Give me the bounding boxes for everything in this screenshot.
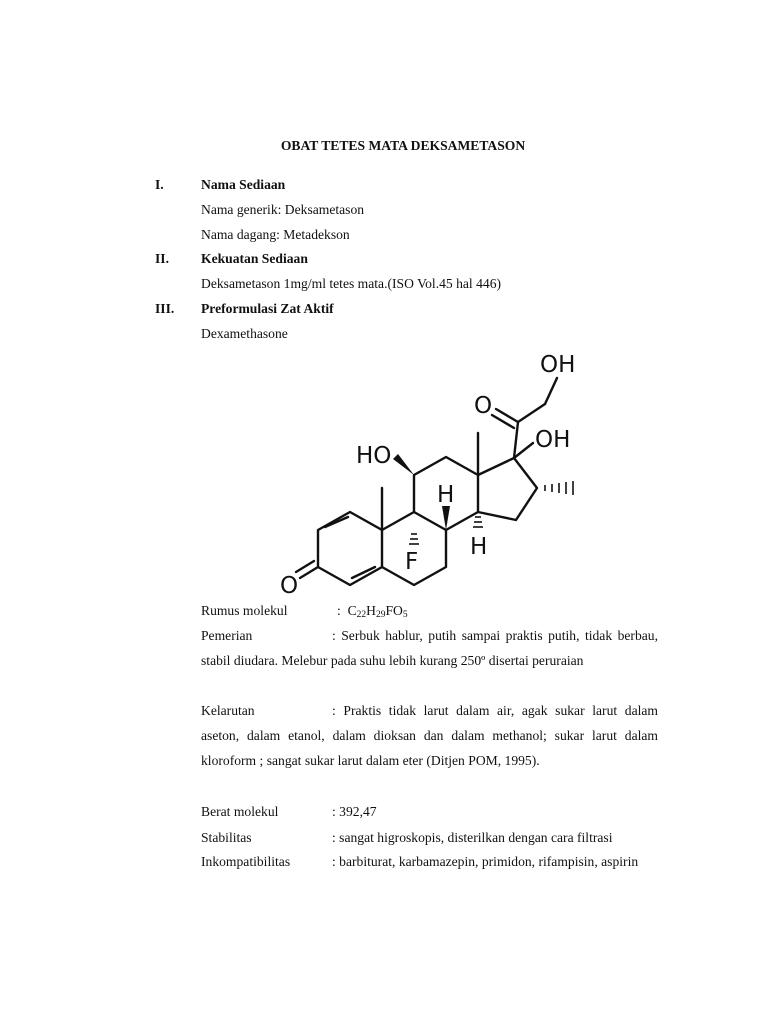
ho-label-11: HO [356, 443, 392, 469]
document-title: OBAT TETES MATA DEKSAMETASON [280, 138, 526, 153]
formula-h: H [366, 603, 376, 618]
strength-line: Deksametason 1mg/ml tetes mata.(ISO Vol.45 hal 446) [201, 276, 502, 291]
kelarutan-row [201, 698, 658, 773]
section-3-heading: Preformulasi Zat Aktif [201, 301, 334, 316]
h-label-8: H [437, 482, 455, 508]
section-3-numeral: III. [155, 301, 175, 316]
stabilitas-row [201, 831, 612, 845]
section-1-numeral: I. [155, 177, 164, 192]
rumus-separator: : [337, 603, 341, 618]
f-label-9: F [405, 549, 419, 575]
o-label-3: O [280, 573, 299, 599]
h-label-14: H [470, 534, 488, 560]
kelarutan-label: Kelarutan [201, 703, 255, 718]
inkompatibilitas-label: Inkompatibilitas [201, 854, 291, 869]
stabilitas-label: Stabilitas [201, 830, 252, 845]
inkompatibilitas-row [201, 849, 658, 874]
formula-c: C [347, 603, 357, 618]
formula-c-count: 22 [356, 610, 367, 620]
pemerian-value: : Serbuk hablur, putih sampai praktis putih, tidak berbau, stabil diudara. Melebur pada suhu lebih kurang 250º disertai peruraian [201, 628, 658, 668]
pemerian-label: Pemerian [201, 628, 253, 643]
kelarutan-value: : Praktis tidak larut dalam air, agak sukar larut dalam aseton, dalam etanol, dalam dioksan dan dalam methanol; sukar larut dalam kloroform ; sangat sukar larut dalam eter (Ditjen POM, 1995). [201, 703, 658, 768]
berat-label: Berat molekul [201, 804, 279, 819]
oh-label-17: OH [535, 427, 571, 453]
pemerian-row [201, 623, 658, 673]
section-1-heading: Nama Sediaan [201, 177, 286, 192]
active-ingredient-name: Dexamethasone [201, 326, 288, 341]
formula-o-count: 5 [402, 610, 408, 620]
rumus-label: Rumus molekul [201, 603, 288, 618]
generic-name-line: Nama generik: Deksametason [201, 202, 365, 217]
stabilitas-value: : sangat higroskopis, disterilkan dengan cara filtrasi [332, 830, 613, 845]
oh-label-top: OH [540, 352, 576, 378]
formula-h-count: 29 [375, 610, 386, 620]
inkompatibilitas-value: : barbiturat, karbamazepin, primidon, rifampisin, aspirin [332, 854, 639, 869]
section-2-heading: Kekuatan Sediaan [201, 251, 308, 266]
dexamethasone-structure [270, 340, 590, 600]
berat-value: : 392,47 [332, 804, 377, 819]
ketone-o-label: O [474, 393, 493, 419]
berat-molekul-row [201, 805, 377, 819]
section-2-numeral: II. [155, 251, 169, 266]
rumus-molekul-row [201, 604, 408, 621]
trade-name-line: Nama dagang: Metadekson [201, 227, 350, 242]
formula-fo: FO [385, 603, 403, 618]
